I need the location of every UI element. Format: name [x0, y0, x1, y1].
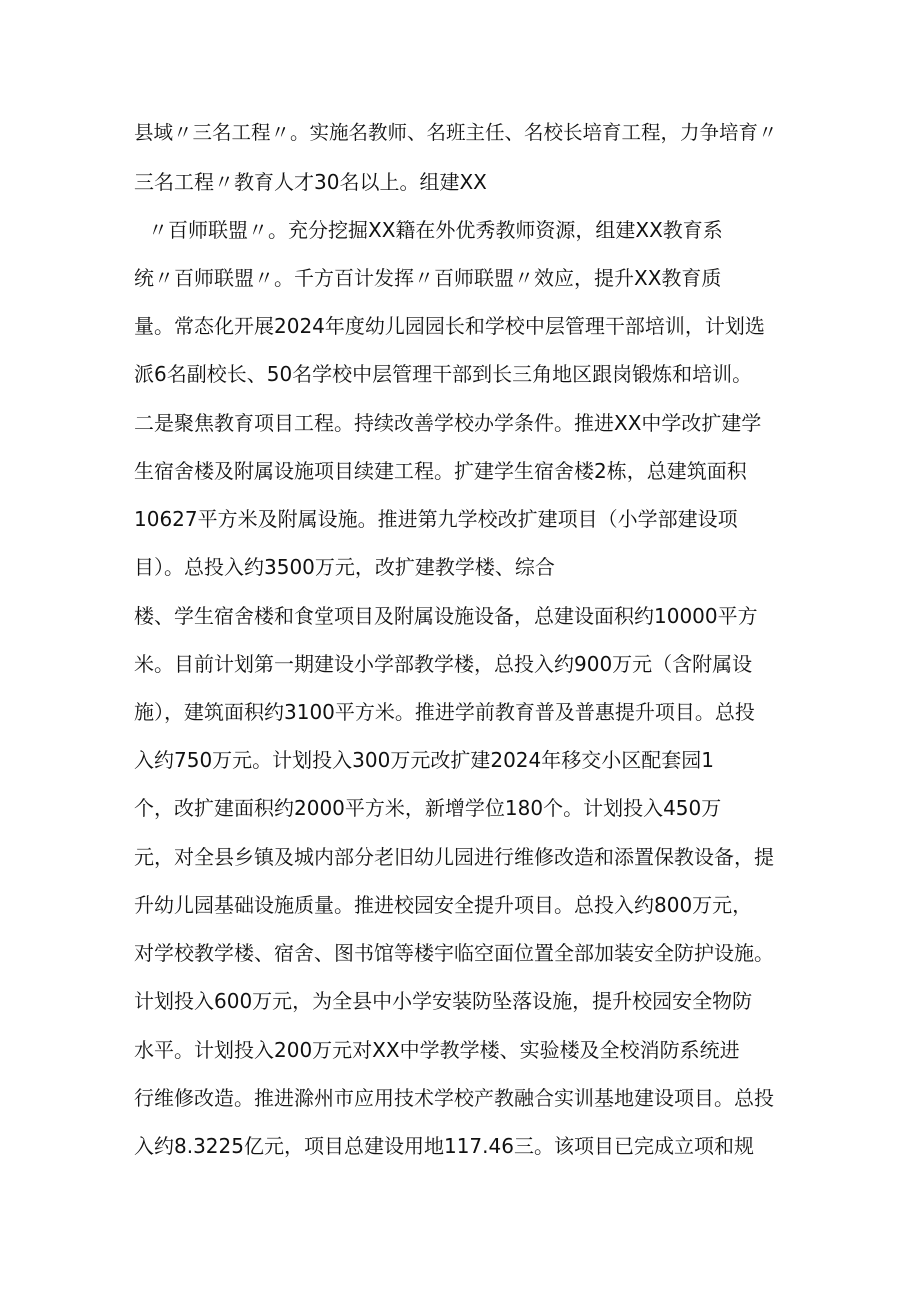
- text-line-13: 施），建筑面积约3100平方米。推进学前教育普及普惠提升项目。总投: [134, 700, 755, 724]
- text-line-9: 10627平方米及附属设施。推进第九学校改扩建项目（小学部建设项: [134, 507, 738, 531]
- text-line-14: 入约750万元。计划投入300万元改扩建2024年移交小区配套园1: [134, 748, 714, 772]
- text-line-4: 统〃百师联盟〃。千方百计发挥〃百师联盟〃效应，提升XX教育质: [134, 266, 722, 290]
- text-line-12: 米。目前计划第一期建设小学部教学楼，总投入约900万元（含附属设: [134, 652, 753, 676]
- text-line-22: 入约8.3225亿元，项目总建设用地117.46三。该项目已完成立项和规: [134, 1134, 754, 1158]
- text-line-2: 三名工程〃教育人才30名以上。组建XX: [134, 170, 487, 194]
- text-line-16: 元，对全县乡镇及城内部分老旧幼儿园进行维修改造和添置保教设备，提: [134, 845, 774, 869]
- text-line-3: 〃百师联盟〃。充分挖掘XX籍在外优秀教师资源，组建XX教育系: [148, 218, 723, 242]
- text-line-5: 量。常态化开展2024年度幼儿园园长和学校中层管理干部培训，计划选: [134, 314, 765, 338]
- text-line-6: 派6名副校长、50名学校中层管理干部到长三角地区跟岗锻炼和培训。: [134, 362, 753, 386]
- text-line-10: 目）。总投入约3500万元，改扩建教学楼、综合: [134, 555, 555, 579]
- text-line-21: 行维修改造。推进滁州市应用技术学校产教融合实训基地建设项目。总投: [134, 1086, 774, 1110]
- text-line-1: 县域〃三名工程〃。实施名教师、名班主任、名校长培育工程，力争培育〃: [134, 121, 778, 144]
- text-line-18: 对学校教学楼、宿舍、图书馆等楼宇临空面位置全部加装安全防护设施。: [134, 941, 774, 965]
- text-line-19: 计划投入600万元，为全县中小学安装防坠落设施，提升校园安全物防: [134, 989, 753, 1013]
- text-line-7: 二是聚焦教育项目工程。持续改善学校办学条件。推进XX中学改扩建学: [134, 411, 762, 435]
- text-line-15: 个，改扩建面积约2000平方米，新增学位180个。计划投入450万: [134, 796, 722, 820]
- text-line-20: 水平。计划投入200万元对XX中学教学楼、实验楼及全校消防系统进: [134, 1038, 740, 1062]
- text-line-11: 楼、学生宿舍楼和食堂项目及附属设施设备，总建设面积约10000平方: [134, 604, 758, 628]
- text-line-8: 生宿舍楼及附属设施项目续建工程。扩建学生宿舍楼2栋，总建筑面积: [134, 459, 747, 483]
- text-line-17: 升幼儿园基础设施质量。推进校园安全提升项目。总投入约800万元，: [134, 893, 753, 917]
